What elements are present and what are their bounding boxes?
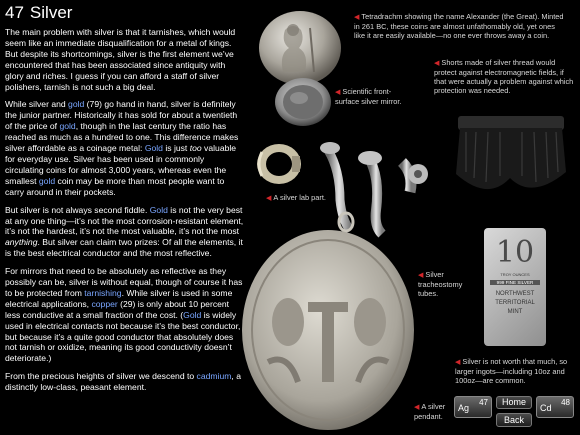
cadmium-link[interactable]: cadmium — [196, 371, 232, 382]
text-run: While silver and — [5, 99, 69, 110]
silver-lab-part-photo[interactable] — [252, 138, 306, 188]
caption-text: Scientific front-surface silver mirror. — [335, 87, 402, 106]
gold-link[interactable]: Gold — [144, 143, 163, 154]
text-run: . While silver is used in some electrical applications, — [5, 287, 233, 309]
previous-element-symbol: Ag — [458, 403, 470, 413]
ingot-line1: NORTHWEST — [495, 291, 535, 297]
next-element-button[interactable] — [536, 396, 574, 418]
svg-text:10: 10 — [495, 235, 535, 270]
ingot-logo-icon — [495, 234, 535, 270]
caption-tubes — [418, 270, 474, 298]
caption-marker-icon: ◀ — [266, 195, 272, 202]
text-run: For mirrors that need to be absolutely as reflective as they possibly can be, silver is without equal, though of course it has to be protected from — [5, 266, 243, 298]
silver-ingot-photo[interactable] — [484, 228, 546, 346]
back-button[interactable]: Back — [496, 413, 532, 427]
text-run: coin may be more than most people want to carry around in their pockets. — [5, 175, 225, 197]
ingot-troy: TROY OUNCES — [500, 272, 530, 277]
silver-shorts-photo[interactable] — [452, 112, 570, 204]
text-run: (79) go hand in hand, silver is definitely the junior partner. Historically it has sold for about a twentieth of the price of — [5, 99, 238, 132]
caption-shorts — [434, 58, 574, 95]
caption-marker-icon: ◀ — [354, 14, 360, 21]
text-run: From the precious heights of silver we descend to — [5, 371, 197, 382]
gold-link[interactable]: gold — [68, 99, 85, 110]
caption-marker-icon: ◀ — [434, 60, 440, 67]
emphasis-text: anything — [5, 237, 38, 248]
next-element-symbol: Cd — [540, 403, 552, 413]
caption-text: Silver tracheostomy tubes. — [418, 270, 463, 298]
caption-ingot — [455, 357, 575, 385]
text-run: , though in the last century the ratio has reached as much as a hundred to one. This difference makes silver affordable as a coinage metal: — [5, 121, 239, 154]
caption-text: A silver pendant. — [414, 402, 446, 421]
home-button[interactable]: Home — [496, 396, 532, 409]
caption-pendant — [414, 402, 454, 421]
gold-link[interactable]: gold — [59, 121, 76, 132]
previous-element-button[interactable] — [454, 396, 492, 418]
text-run: valuable for everyday use. Silver has been used in commonly circulating coins for almost 3,000 years, whereas even the smallest — [5, 143, 237, 186]
page-title — [5, 3, 72, 23]
element-number: 47 — [5, 3, 24, 22]
paragraph-2 — [5, 99, 245, 197]
caption-marker-icon: ◀ — [414, 404, 420, 411]
paragraph-3 — [5, 205, 245, 260]
ingot-line3: MINT — [507, 309, 523, 315]
paragraph-4 — [5, 266, 245, 364]
text-run: . But silver can claim two prizes: Of all the elements, it is the best electrical conductor and the most reflective. — [5, 237, 243, 259]
caption-tetradrachm — [354, 12, 564, 40]
body-text — [5, 27, 245, 400]
text-run: is not the very best at any one thing—it’s not the most corrosion-resistant element, it’s not the hardest, it’s not the most valuable, it’s not the most — [5, 204, 244, 237]
paragraph-5 — [5, 371, 245, 393]
ingot-purity: 999 FINE SILVER — [490, 280, 540, 285]
ingot-line2: TERRITORIAL — [495, 300, 535, 306]
text-run: But silver is not always second fiddle. — [5, 204, 150, 215]
silver-pendant-photo[interactable] — [238, 212, 418, 434]
caption-marker-icon: ◀ — [335, 89, 341, 96]
caption-mirror — [335, 87, 405, 106]
silver-mirror-photo[interactable] — [272, 75, 334, 129]
tarnishing-link[interactable]: tarnishing — [84, 287, 122, 298]
gold-link[interactable]: gold — [38, 175, 56, 186]
element-name: Silver — [29, 3, 73, 22]
emphasis-text: too — [189, 143, 202, 154]
text-run: (29) is only about 10 percent less conductive at a small fraction of the cost. ( — [5, 298, 230, 320]
paragraph-1: The main problem with silver is that it tarnishes, which would seem like an immediate disqualification for a metal of kings. But despite its shortcomings, silver is the first element we’ve encountered that has been associated since antiquity with glory and riches. I guess if you can afford a staff of silver polishers, tarnish is not such a big deal. — [5, 27, 236, 92]
caption-marker-icon: ◀ — [418, 272, 424, 279]
caption-text: Shorts made of silver thread would protect against electromagnetic fields, if that were actually a problem against which protection was needed. — [434, 58, 574, 95]
text-run: is widely used in electrical contacts not because it’s the best conductor, but because it’s a quite good conductor that absolutely does not tarnish or oxidize, meaning its good conductivity doesn’t deteriorate.) — [5, 309, 241, 364]
previous-element-number: 47 — [479, 398, 488, 407]
gold-link[interactable]: Gold — [149, 204, 168, 215]
text-run: is just — [162, 143, 190, 154]
gold-link[interactable]: Gold — [183, 309, 202, 320]
next-element-number: 48 — [561, 398, 570, 407]
caption-marker-icon: ◀ — [455, 359, 461, 366]
copper-link[interactable]: copper — [91, 298, 118, 309]
text-run: , a distinctly low-class, peasant element. — [5, 371, 241, 393]
caption-text: Tetradrachm showing the name Alexander (the Great). Minted in 261 BC, these coins are almost unfathomably old, yet ones like it are easily available—no one ever throws away a coin. — [354, 12, 564, 40]
caption-text: A silver lab part. — [273, 193, 326, 202]
caption-text: Silver is not worth that much, so larger ingots—including 10oz and 100oz—are common. — [455, 357, 568, 385]
